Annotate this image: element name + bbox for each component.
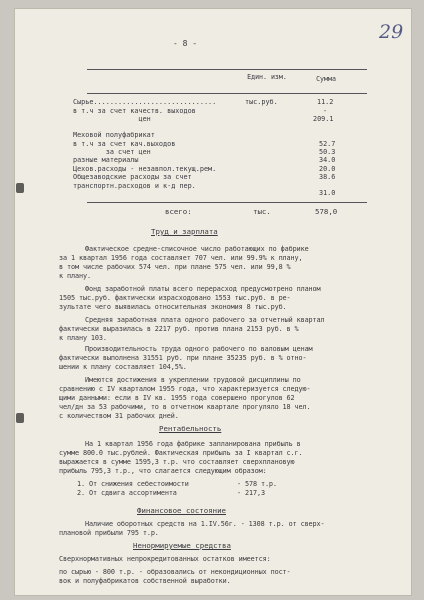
paragraph-line: прибыль 795,3 т.р., что слагается следующим образом:	[59, 467, 267, 475]
table-row-value: 50.3	[319, 148, 336, 156]
table-row-label: за счет цен	[73, 148, 151, 156]
section-title-finance: Финансовое состояние	[137, 506, 226, 515]
paragraph-line: Фонд заработной платы всего перерасход предусмотрено планом	[85, 285, 321, 293]
col-header-sum: Сумма	[316, 75, 336, 83]
list-item-value: - 217,3	[237, 489, 265, 497]
col-header-unit: Един. изм.	[247, 73, 287, 81]
punch-hole	[16, 183, 24, 193]
table-row-unit: тыс.руб.	[245, 98, 278, 106]
table-row-value: 11.2	[317, 98, 334, 106]
table-row-label: в т.ч за счет качеств. выходов	[73, 107, 196, 115]
table-row-label: Меховой полуфабрикат	[73, 131, 155, 139]
total-rule	[87, 202, 367, 203]
document-page	[14, 8, 412, 596]
paragraph-line: к плану.	[59, 272, 91, 280]
total-unit: тыс.	[253, 207, 271, 216]
table-row-value: 31.0	[319, 189, 336, 197]
paragraph-line: фактически выполнена 31551 руб. при плане 35235 руб. в % отно-	[59, 354, 307, 362]
paragraph-line: плановой прибыли 795 т.р.	[59, 529, 159, 537]
paragraph-line: щими данными: если в IV кв. 1955 года совершено прогулов 62	[59, 394, 295, 402]
table-row-value: 34.0	[319, 156, 336, 164]
table-row-label: цен	[73, 115, 151, 123]
punch-hole	[16, 413, 24, 423]
table-row-value: -	[323, 107, 328, 115]
paragraph-line: к плану 103.	[59, 334, 107, 342]
paragraph-line: Средняя заработная плата одного рабочего за отчетный квартал	[85, 316, 325, 324]
paragraph-line: 1505 тыс.руб. фактически израсходовано 1553 тыс.руб. в ре-	[59, 294, 291, 302]
header-bottom-rule	[87, 93, 367, 94]
folio-number: 29	[379, 21, 404, 43]
paragraph-line: с количеством 31 рабочих дней.	[59, 412, 179, 420]
total-value: 578,0	[315, 207, 338, 216]
paragraph-line: в том числе рабочих 574 чел. при плане 575 чел. или 99,8 %	[59, 263, 291, 271]
table-top-rule	[87, 69, 367, 70]
paragraph-line: за 1 квартал 1956 года составляет 707 чел. или 99.9% к плану,	[59, 254, 303, 262]
list-item-value: - 578 т.р.	[237, 480, 277, 488]
table-row-value: 38.6	[319, 173, 336, 181]
paragraph-line: На 1 квартал 1956 года фабрике запланирована прибыль в	[85, 440, 301, 448]
paragraph-line: сумме 800.0 тыс.рублей. Фактическая прибыль за I квартал с.г.	[59, 449, 303, 457]
paragraph-line: чел/дн за 53 рабочими, то в отчетном квартале прогуляло 18 чел.	[59, 403, 311, 411]
paragraph-line: зультате чего выявилась относительная экономия 8 тыс.руб.	[59, 303, 287, 311]
table-row-label: в т.ч за счет кач.выходов	[73, 140, 176, 148]
table-row-label: транспортн.расходов и к-д пер.	[73, 182, 196, 190]
table-row-label: Цехов.расходы - незавпол.текущ.рем.	[73, 165, 217, 173]
section-title-profit: Рентабельность	[159, 424, 222, 433]
paragraph-line: Фактическое средне-списочное число работающих по фабрике	[85, 245, 309, 253]
table-row-label: разные материалы	[73, 156, 139, 164]
paragraph-line: Сверхнормативных непрокредитованных остатков имеется:	[59, 555, 271, 563]
list-item-label: 1. От снижения себестоимости	[77, 480, 189, 488]
table-row-label: Общезаводские расходы за счет	[73, 173, 192, 181]
paragraph-line: сравнению с IV кварталом 1955 года, что характеризуется следую-	[59, 385, 311, 393]
paragraph-line: Наличие оборотных средств на 1.IV.56г. - 1308 т.р. от сверх-	[85, 520, 325, 528]
list-item-label: 2. От сдвига ассортимента	[77, 489, 177, 497]
paragraph-line: шении к плану составляет 104,5%.	[59, 363, 187, 371]
table-row-value: 20.0	[319, 165, 336, 173]
table-row-value: 209.1	[313, 115, 334, 123]
paragraph-line: вок и полуфабрикатов собственной выработки.	[59, 577, 231, 585]
paragraph-line: Производительность труда одного рабочего по валовым ценам	[85, 345, 313, 353]
section-title-labor: Труд и зарплата	[151, 227, 218, 236]
table-row-value: 52.7	[319, 140, 336, 148]
paragraph-line: Имеются достижения в укреплении трудовой дисциплины по	[85, 376, 301, 384]
section-title-assets: Ненормируемые средства	[133, 541, 231, 550]
total-label: всего:	[165, 207, 192, 216]
paragraph-line: выражается в сумме 1595,3 т.р. что составляет сверхплановую	[59, 458, 295, 466]
table-row-label: Сырье..............................	[73, 98, 217, 106]
paragraph-line: по сырью - 800 т.р. - образовались от некондиционных пост-	[59, 568, 291, 576]
paragraph-line: фактически выразилась в 2217 руб. против плана 2153 руб. в %	[59, 325, 299, 333]
page-number: - 8 -	[173, 39, 198, 48]
